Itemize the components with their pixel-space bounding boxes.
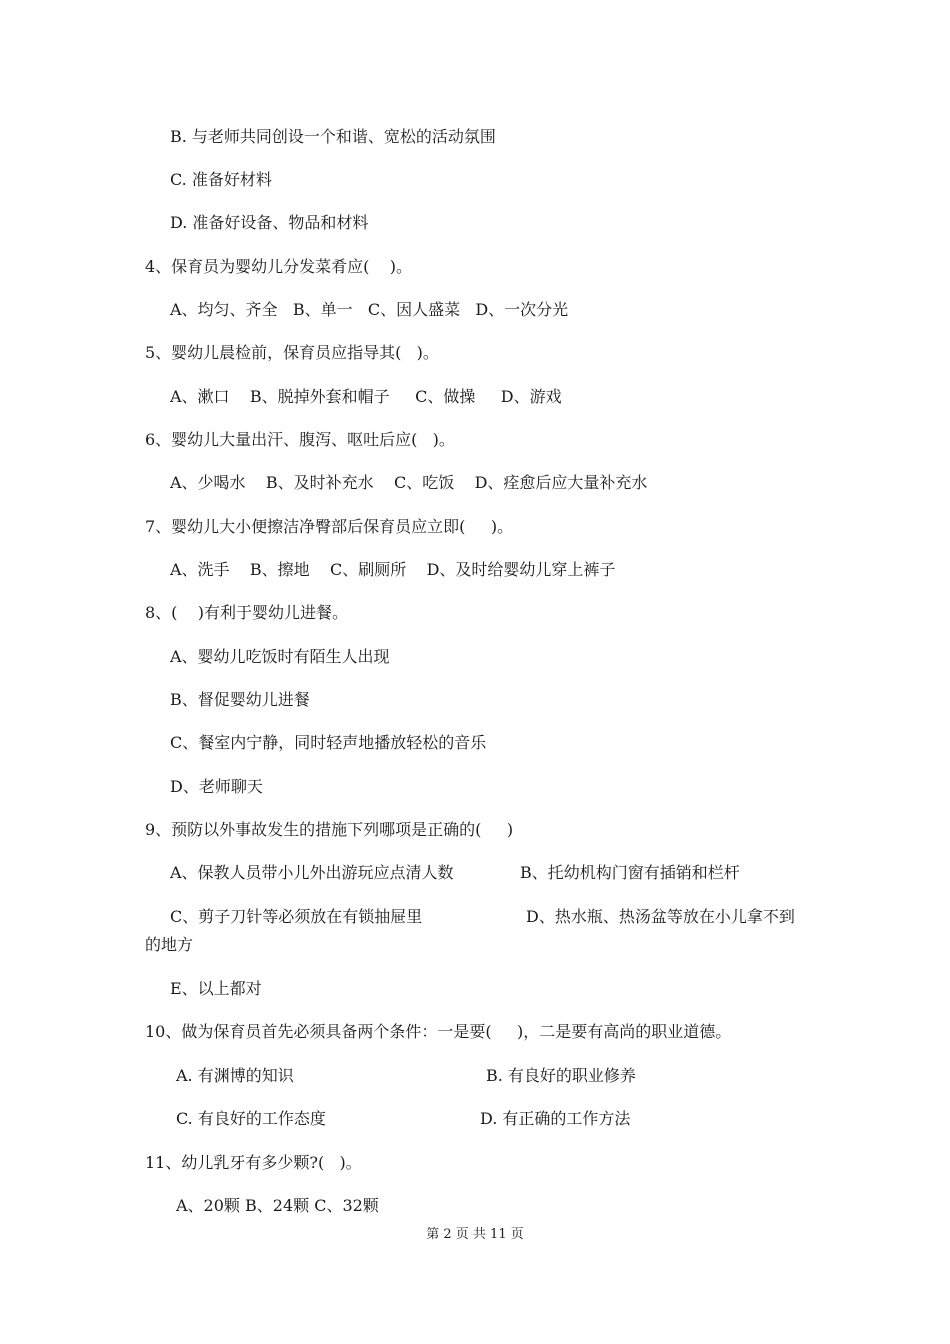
options-4: A、均匀、齐全 B、单一 C、因人盛菜 D、一次分光 <box>170 300 569 319</box>
option-10a: A. 有渊博的知识 <box>176 1066 294 1085</box>
options-5: A、漱口 B、脱掉外套和帽子 C、做操 D、游戏 <box>170 387 562 406</box>
option-8c: C、餐室内宁静，同时轻声地播放轻松的音乐 <box>170 733 487 752</box>
option-9a: A、保教人员带小儿外出游玩应点清人数 <box>170 863 454 882</box>
question-11: 11、幼儿乳牙有多少颗?( )。 <box>145 1153 362 1172</box>
option-8b: B、督促婴幼儿进餐 <box>170 690 310 709</box>
option-9d-wrap: 的地方 <box>145 935 194 954</box>
option-9d: D、热水瓶、热汤盆等放在小儿拿不到 <box>526 907 795 926</box>
question-4: 4、保育员为婴幼儿分发菜肴应( )。 <box>145 257 413 276</box>
page-footer: 第 2 页 共 11 页 <box>426 1227 524 1242</box>
option-3b: B. 与老师共同创设一个和谐、宽松的活动氛围 <box>170 127 496 146</box>
question-10: 10、做为保育员首先必须具备两个条件：一是要( )，二是要有高尚的职业道德。 <box>145 1022 732 1041</box>
option-9e: E、以上都对 <box>170 979 262 998</box>
option-10b: B. 有良好的职业修养 <box>486 1066 636 1085</box>
options-6: A、少喝水 B、及时补充水 C、吃饭 D、痊愈后应大量补充水 <box>170 473 648 492</box>
option-8a: A、婴幼儿吃饭时有陌生人出现 <box>170 647 390 666</box>
question-9: 9、预防以外事故发生的措施下列哪项是正确的( ) <box>145 820 514 839</box>
option-9c: C、剪子刀针等必须放在有锁抽屉里 <box>170 907 423 926</box>
option-9b: B、托幼机构门窗有插销和栏杆 <box>520 863 740 882</box>
question-5: 5、婴幼儿晨检前，保育员应指导其( )。 <box>145 343 439 362</box>
options-7: A、洗手 B、擦地 C、刷厕所 D、及时给婴幼儿穿上裤子 <box>170 560 616 579</box>
option-8d: D、老师聊天 <box>170 777 263 796</box>
options-11: A、20颗 B、24颗 C、32颗 <box>176 1196 379 1215</box>
option-10c: C. 有良好的工作态度 <box>176 1109 326 1128</box>
option-10d: D. 有正确的工作方法 <box>480 1109 631 1128</box>
question-8: 8、( )有利于婴幼儿进餐。 <box>145 603 349 622</box>
option-3d: D. 准备好设备、物品和材料 <box>170 213 369 232</box>
question-6: 6、婴幼儿大量出汗、腹泻、呕吐后应( )。 <box>145 430 455 449</box>
option-3c: C. 准备好材料 <box>170 170 272 189</box>
question-7: 7、婴幼儿大小便擦洁净臀部后保育员应立即( )。 <box>145 517 514 536</box>
